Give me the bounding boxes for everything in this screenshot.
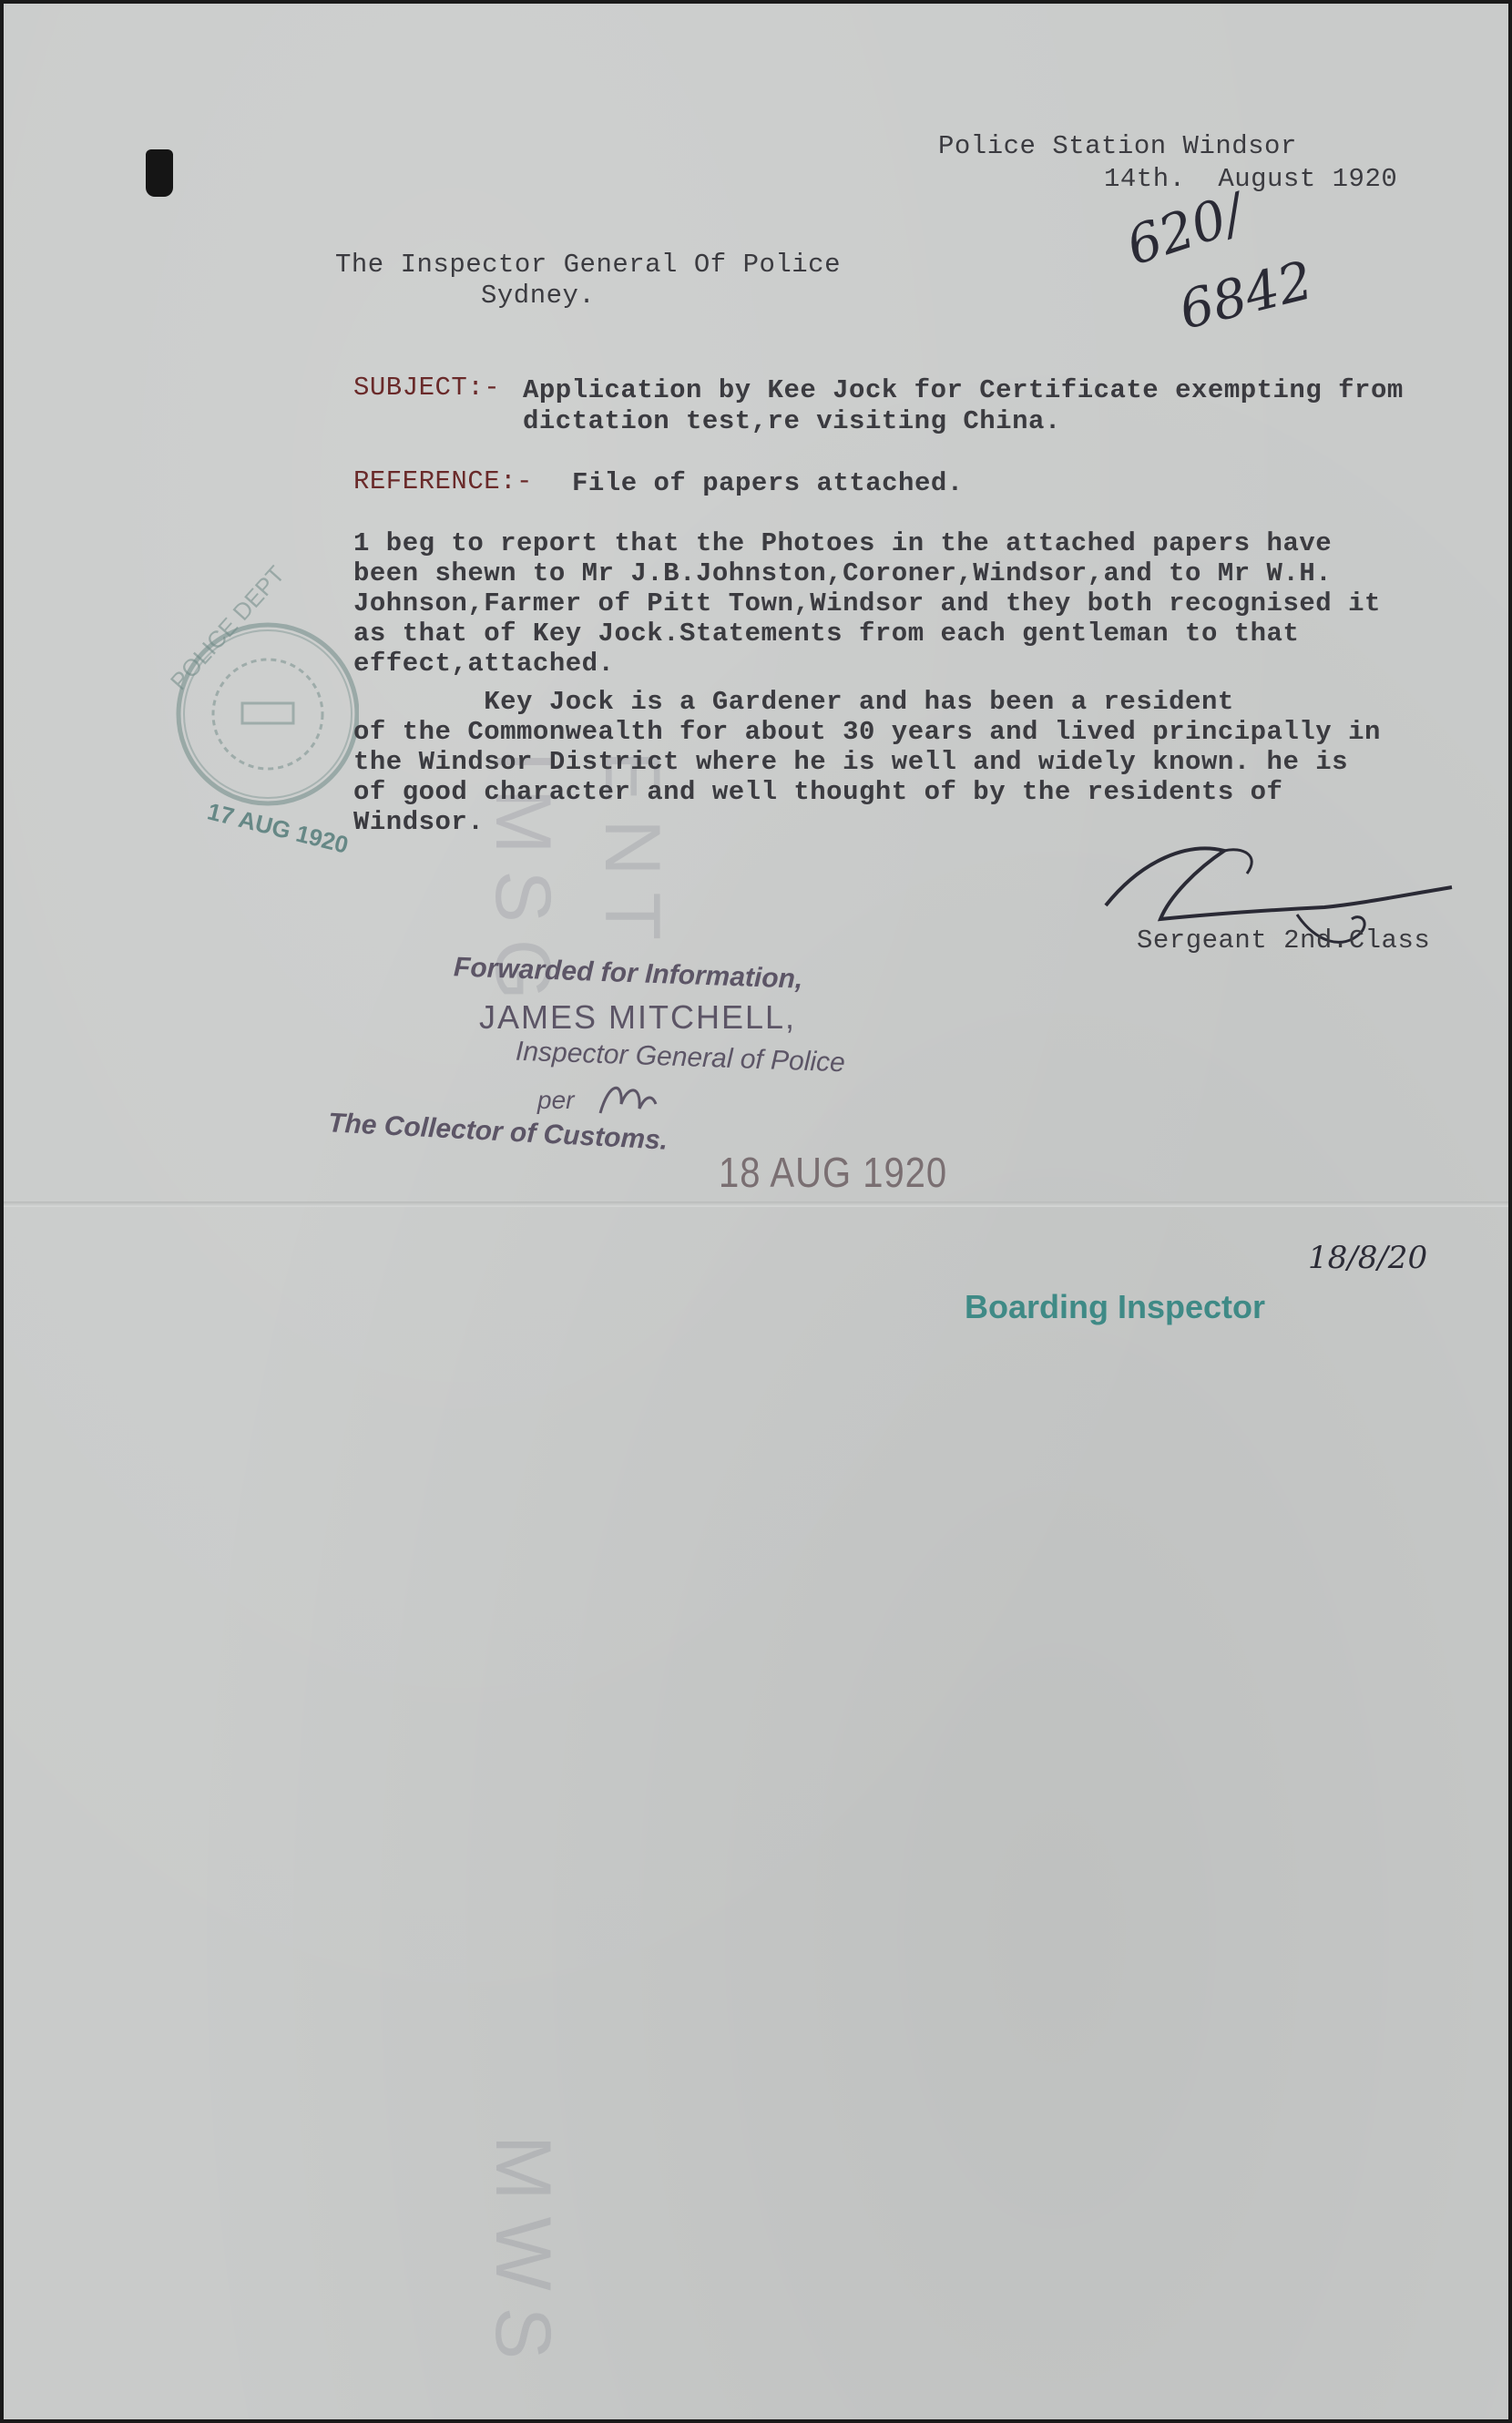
forward-stamp-line5: The Collector of Customs. xyxy=(327,1108,669,1156)
bleed-through-text: IMSG xyxy=(479,751,567,1017)
forward-stamp-line1: Forwarded for Information, xyxy=(453,952,803,995)
subject-line2: dictation test,re visiting China. xyxy=(523,406,1061,436)
subject-label: SUBJECT:- xyxy=(353,373,501,403)
forward-stamp-line4: per xyxy=(537,1086,575,1114)
body-line: of the Commonwealth for about 30 years and lived principally in xyxy=(353,717,1381,747)
boarding-date-annotation: 18/8/20 xyxy=(1308,1240,1428,1276)
body-line: been shewn to Mr J.B.Johnston,Coroner,Windsor,and to Mr W.H. xyxy=(353,558,1333,588)
seal-text: POLICE DEPT xyxy=(164,560,291,696)
forward-stamp-line2: JAMES MITCHELL, xyxy=(479,998,797,1036)
letter-date: 14th. August 1920 xyxy=(1104,164,1398,194)
body-line: of good character and well thought of by the residents of xyxy=(353,777,1283,807)
file-number-bottom: 6842 xyxy=(1172,249,1319,342)
bleed-through-text-3: MWS xyxy=(479,2135,567,2377)
reference-label: REFERENCE:- xyxy=(353,466,533,496)
body-line: effect,attached. xyxy=(353,649,615,679)
body-line: Key Jock is a Gardener and has been a resident xyxy=(353,687,1234,717)
signatory-rank: Sergeant 2nd.Class xyxy=(1137,925,1431,956)
body-line: as that of Key Jock.Statements from each gentleman to that xyxy=(353,619,1300,649)
reference-text: File of papers attached. xyxy=(572,468,964,498)
body-line: Windsor. xyxy=(353,807,485,837)
addressee-line1: The Inspector General Of Police xyxy=(335,250,841,280)
subject-line1: Application by Kee Jock for Certificate exempting from xyxy=(523,375,1404,405)
punch-hole xyxy=(146,149,173,197)
bleed-through-text-2: ENT xyxy=(588,751,676,956)
forward-stamp-line3: Inspector General of Police xyxy=(515,1036,846,1079)
fold-line xyxy=(4,1201,1508,1207)
document-page xyxy=(4,4,1508,2419)
addressee-line2: Sydney. xyxy=(481,281,596,311)
body-line: Johnson,Farmer of Pitt Town,Windsor and they both recognised it xyxy=(353,588,1381,619)
forward-initials-scribble xyxy=(596,1077,659,1122)
seal-date: 17 AUG 1920 xyxy=(204,797,352,859)
station-line: Police Station Windsor xyxy=(938,131,1297,161)
date-stamp: 18 AUG 1920 xyxy=(719,1150,948,1197)
boarding-inspector-stamp: Boarding Inspector xyxy=(965,1288,1266,1325)
body-line: 1 beg to report that the Photoes in the attached papers have xyxy=(353,528,1333,558)
file-number-top: 620/ xyxy=(1119,181,1251,278)
body-line: the Windsor District where he is well and widely known. he is xyxy=(353,747,1349,777)
